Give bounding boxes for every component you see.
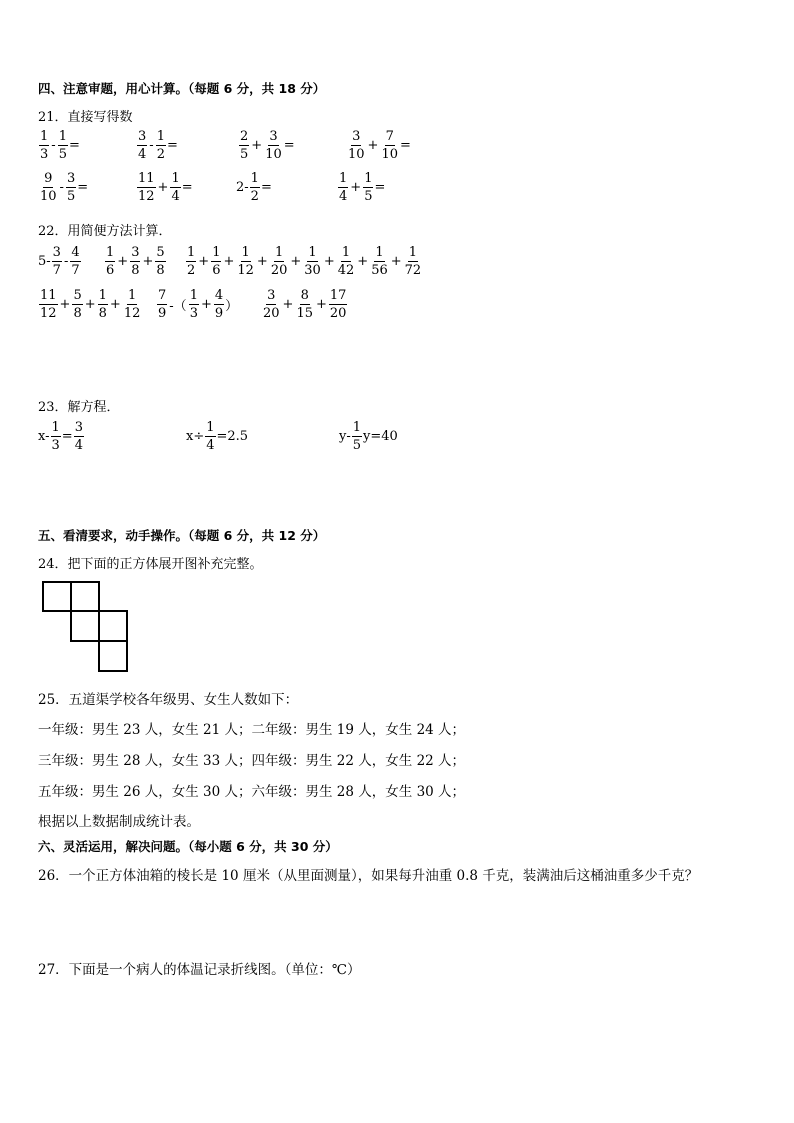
fraction: $\frac{1}{5}$ bbox=[352, 420, 362, 453]
q22-expr-3: $\frac{1}{2}$ + $\frac{1}{6}$ + $\frac{1}{12}$ + $\frac{1}{20}$ + $\frac{1}{30}$ + $\frac{1}{42}$ + $\frac{1}{56}$ + $\frac{1}{72}$ bbox=[187, 245, 422, 278]
net-square bbox=[99, 641, 127, 671]
question-26-label: 26．一个正方体油箱的棱长是 10 厘米（从里面测量），如果每升油重 0.8 千克，装满油后这桶油重多少千克？ bbox=[38, 868, 699, 884]
question-22-label: 22．用简便方法计算． bbox=[38, 224, 172, 239]
question-25-label: 25．五道渠学校各年级男、女生人数如下： bbox=[38, 692, 299, 708]
fraction: $\frac{4}{9}$ bbox=[214, 288, 224, 321]
q23-equation-1: x- $\frac{1}{3}$ = $\frac{3}{4}$ bbox=[38, 420, 83, 453]
fraction: $\frac{1}{4}$ bbox=[206, 420, 215, 453]
fraction: $\frac{17}{20}$ bbox=[329, 288, 347, 321]
net-square bbox=[71, 582, 99, 611]
fraction: $\frac{9}{10}$ bbox=[40, 171, 57, 204]
fraction: $\frac{1}{4}$ bbox=[171, 171, 180, 204]
q25-data-line-1: 一年级：男生 23 人，女生 21 人；二年级：男生 19 人，女生 24 人； bbox=[38, 722, 466, 738]
q21-expr-7: 2- $\frac{1}{2}$ = bbox=[236, 171, 272, 204]
fraction: $\frac{1}{8}$ bbox=[98, 288, 107, 321]
fraction: $\frac{2}{5}$ bbox=[240, 129, 249, 162]
fraction: $\frac{3}{20}$ bbox=[263, 288, 280, 321]
net-square bbox=[99, 611, 127, 641]
fraction: $\frac{1}{3}$ bbox=[51, 420, 60, 453]
question-23-label: 23．解方程． bbox=[38, 400, 120, 415]
fraction: $\frac{3}{4}$ bbox=[138, 129, 147, 162]
q23-equation-3: y- $\frac{1}{5}$ y=40 bbox=[339, 420, 398, 453]
fraction: $\frac{3}{4}$ bbox=[74, 420, 83, 453]
q25-data-line-2: 三年级：男生 28 人，女生 33 人；四年级：男生 22 人，女生 22 人； bbox=[38, 753, 466, 769]
fraction: $\frac{11}{12}$ bbox=[40, 288, 57, 321]
fraction: $\frac{3}{5}$ bbox=[66, 171, 76, 204]
fraction: $\frac{1}{12}$ bbox=[123, 288, 141, 321]
fraction: $\frac{1}{72}$ bbox=[404, 245, 422, 278]
section-6-title: 六、灵活运用，解决问题。（每小题 6 分，共 30 分） bbox=[38, 839, 338, 854]
q21-expr-3: $\frac{2}{5}$ + $\frac{3}{10}$ = bbox=[240, 129, 295, 162]
fraction: $\frac{1}{12}$ bbox=[237, 245, 254, 278]
q22-expr-1: 5- $\frac{3}{7}$ - $\frac{4}{7}$ bbox=[38, 245, 80, 278]
fraction: $\frac{1}{30}$ bbox=[304, 245, 321, 278]
net-square bbox=[71, 611, 99, 641]
fraction: $\frac{1}{3}$ bbox=[40, 129, 49, 162]
q25-data-line-3: 五年级：男生 26 人，女生 30 人；六年级：男生 28 人，女生 30 人； bbox=[38, 784, 466, 800]
fraction: $\frac{1}{42}$ bbox=[337, 245, 355, 278]
q22-expr-5: $\frac{7}{9}$ -（ $\frac{1}{3}$ + $\frac{4}{9}$ ） bbox=[158, 288, 239, 321]
q21-expr-4: $\frac{3}{10}$ + $\frac{7}{10}$ = bbox=[348, 129, 411, 162]
q22-expr-2: $\frac{1}{6}$ + $\frac{3}{8}$ + $\frac{5}{8}$ bbox=[106, 245, 165, 278]
fraction: $\frac{5}{8}$ bbox=[156, 245, 165, 278]
q21-expr-1: $\frac{1}{3}$ - $\frac{1}{5}$ = bbox=[40, 129, 80, 162]
fraction: $\frac{5}{8}$ bbox=[73, 288, 82, 321]
fraction: $\frac{7}{10}$ bbox=[381, 129, 398, 162]
fraction: $\frac{1}{3}$ bbox=[189, 288, 198, 321]
q21-expr-6: $\frac{11}{12}$ + $\frac{1}{4}$ = bbox=[138, 171, 193, 204]
fraction: $\frac{1}{5}$ bbox=[58, 129, 67, 162]
fraction: $\frac{3}{10}$ bbox=[265, 129, 282, 162]
q22-expr-4: $\frac{11}{12}$ + $\frac{5}{8}$ + $\frac{1}{8}$ + $\frac{1}{12}$ bbox=[40, 288, 141, 321]
section-5-title: 五、看清要求，动手操作。（每题 6 分，共 12 分） bbox=[38, 528, 326, 543]
fraction: $\frac{1}{6}$ bbox=[106, 245, 115, 278]
fraction: $\frac{1}{5}$ bbox=[364, 171, 373, 204]
q21-expr-5: $\frac{9}{10}$ - $\frac{3}{5}$ = bbox=[40, 171, 89, 204]
fraction: $\frac{4}{7}$ bbox=[71, 245, 80, 278]
fraction: $\frac{3}{10}$ bbox=[348, 129, 365, 162]
q21-expr-8: $\frac{1}{4}$ + $\frac{1}{5}$ = bbox=[339, 171, 386, 204]
net-square bbox=[43, 582, 71, 611]
fraction: $\frac{7}{9}$ bbox=[158, 288, 167, 321]
fraction: $\frac{11}{12}$ bbox=[138, 171, 155, 204]
fraction: $\frac{1}{20}$ bbox=[270, 245, 288, 278]
fraction: $\frac{1}{2}$ bbox=[250, 171, 259, 204]
fraction: $\frac{3}{7}$ bbox=[52, 245, 61, 278]
q23-equation-2: x÷ $\frac{1}{4}$ =2.5 bbox=[186, 420, 249, 453]
section-4-title: 四、注意审题，用心计算。（每题 6 分，共 18 分） bbox=[38, 81, 326, 96]
fraction: $\frac{1}{2}$ bbox=[156, 129, 165, 162]
q25-instruction: 根据以上数据制成统计表。 bbox=[38, 814, 200, 830]
cube-net-figure bbox=[42, 581, 130, 673]
fraction: $\frac{1}{6}$ bbox=[212, 245, 221, 278]
question-24-label: 24．把下面的正方体展开图补充完整。 bbox=[38, 557, 263, 572]
fraction: $\frac{8}{15}$ bbox=[296, 288, 313, 321]
question-21-label: 21．直接写得数 bbox=[38, 110, 133, 125]
fraction: $\frac{1}{2}$ bbox=[187, 245, 196, 278]
q21-expr-2: $\frac{3}{4}$ - $\frac{1}{2}$ = bbox=[138, 129, 178, 162]
question-27-label: 27．下面是一个病人的体温记录折线图。（单位：℃） bbox=[38, 962, 361, 978]
fraction: $\frac{1}{56}$ bbox=[371, 245, 388, 278]
q22-expr-6: $\frac{3}{20}$ + $\frac{8}{15}$ + $\frac{17}{20}$ bbox=[263, 288, 347, 321]
fraction: $\frac{1}{4}$ bbox=[339, 171, 348, 204]
fraction: $\frac{3}{8}$ bbox=[131, 245, 140, 278]
